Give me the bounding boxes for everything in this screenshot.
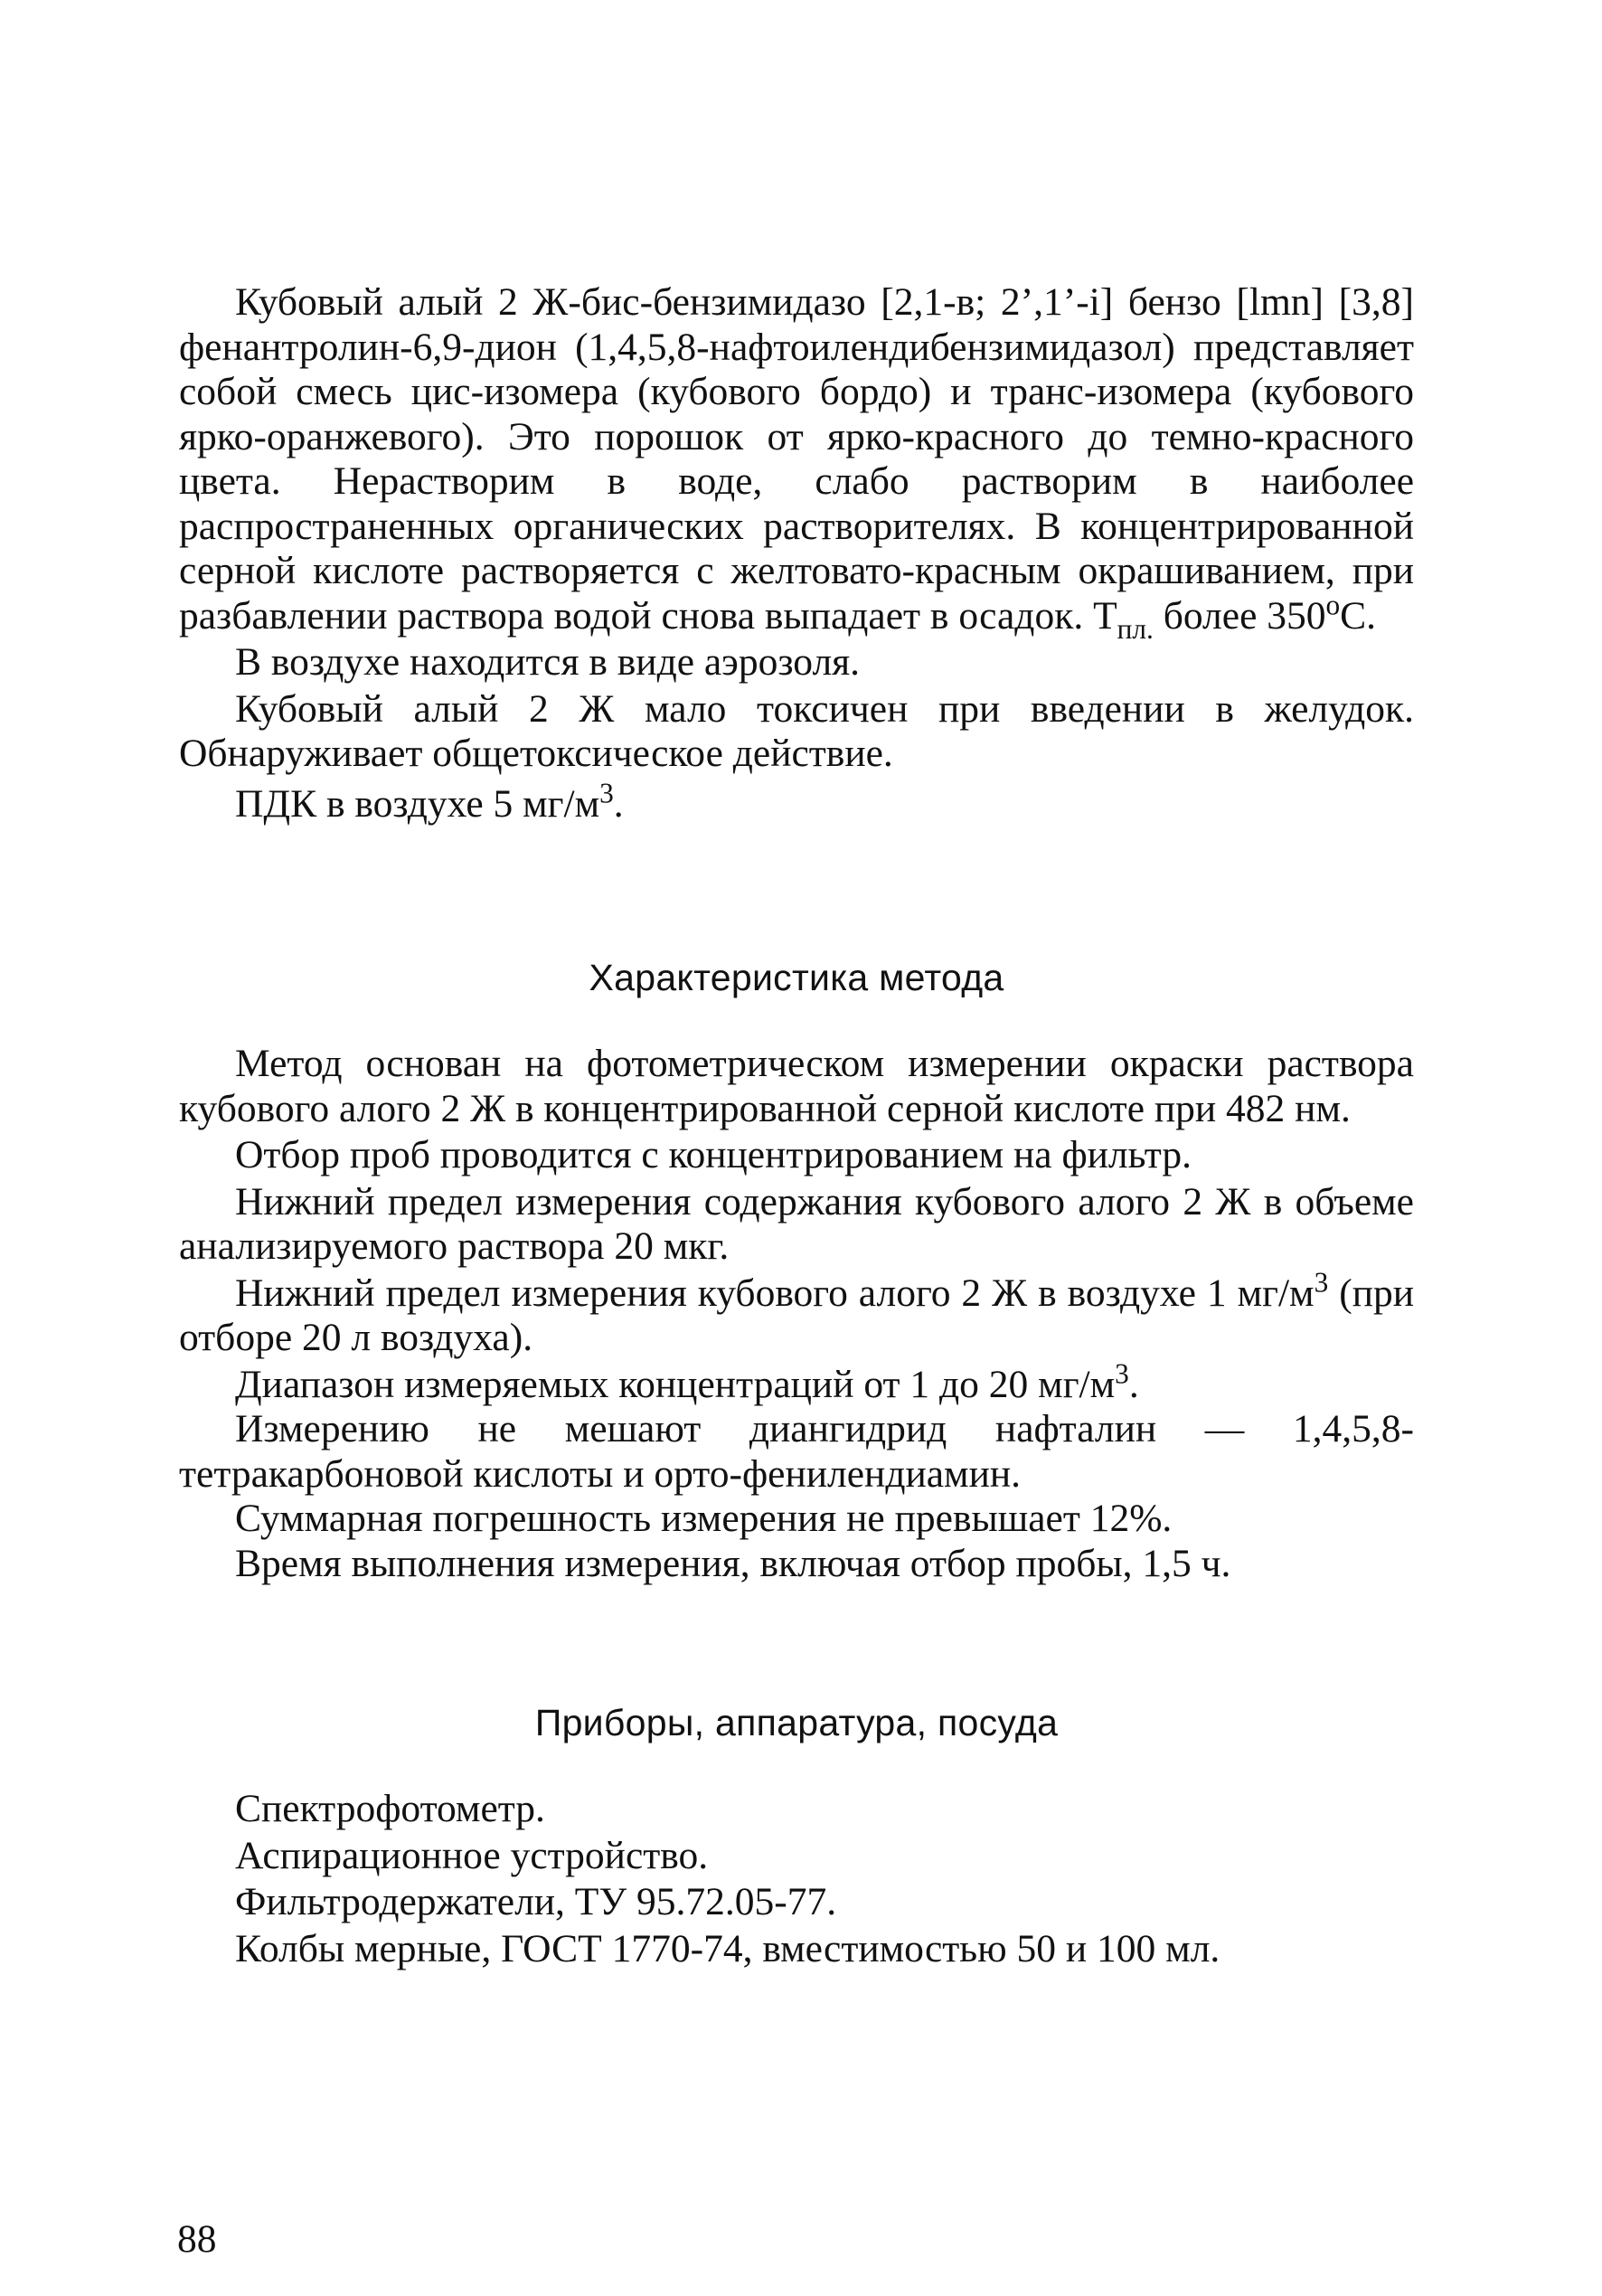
section-title-method: Характеристика метода (589, 957, 1004, 998)
intro-paragraph-pdk: ПДК в воздухе 5 $мг/м^3$. (235, 776, 624, 826)
method-paragraph-duration: Время выполнения измерения, включая отбор пробы, 1,5 ч. (235, 1541, 1231, 1585)
melting-point-symbol: $Т_{пл.}$ (1093, 593, 1154, 645)
method-paragraph-principle: Метод основан на фотометрическом измерении окраски раствора кубового алого 2 Ж в концентрированной серной кислоте при 482 нм. (179, 1042, 1414, 1130)
intro-block (179, 280, 1414, 827)
intro-paragraph-description: Кубовый алый 2 Ж-бис-бензимидазо [2,1-в; 2’,1’-i] бензо [lmn] [3,8] фенантролин-6,9-дион (1,4,5,8-нафтоилендибензимидазол) представляет собой смесь цис-изомера (кубового бордо) и транс-изомера (кубового ярко-оранжевого). Это порошок от ярко-красного до темно-красного цвета. Нерастворим в воде, слабо растворим в наиболее распространенных органических растворителях. В концентрированной серной кислоте растворяется с желтовато-красным окрашиванием, при разбавлении раствора водой снова выпадает в осадок. $Т_{пл.}$ более $350^оС$. (179, 280, 1414, 645)
equipment-block (179, 1787, 1414, 1971)
equipment-item: Фильтродержатели, ТУ 95.72.05-77. (235, 1880, 837, 1923)
section-title-equipment: Приборы, аппаратура, посуда (534, 1702, 1059, 1743)
method-paragraph-sampling: Отбор проб проводится с концентрированием на фильтр. (235, 1133, 1192, 1176)
method-paragraph-lower-limit-air: Нижний предел измерения кубового алого 2 Ж в воздухе 1 $мг/м^3$ (при отборе 20 л воздуха). (179, 1265, 1415, 1359)
page-number: 88 (177, 2217, 217, 2261)
intro-paragraph-aerosol: В воздухе находится в виде аэрозоля. (235, 640, 861, 684)
equipment-item: Спектрофотометр. (235, 1787, 545, 1830)
method-paragraph-lower-limit-solution: Нижний предел измерения содержания кубового алого 2 Ж в объеме анализируемого раствора 20 мкг. (179, 1179, 1414, 1268)
method-block (179, 1042, 1414, 1586)
equipment-item: Колбы мерные, ГОСТ 1770-74, вместимостью 50 и 100 мл. (235, 1926, 1220, 1970)
intro-paragraph-toxicity: Кубовый алый 2 Ж мало токсичен при введении в желудок. Обнаруживает общетоксическое действие. (179, 686, 1414, 775)
method-paragraph-interference: Измерению не мешают диангидрид нафталин — 1,4,5,8-тетракарбоновой кислоты и орто-фенилендиамин. (179, 1407, 1414, 1496)
method-paragraph-error: Суммарная погрешность измерения не превышает 12%. (235, 1497, 1173, 1540)
method-paragraph-range: Диапазон измеряемых концентраций от 1 до 20 $мг/м^3$. (235, 1356, 1139, 1406)
equipment-item: Аспирационное устройство. (235, 1833, 709, 1877)
